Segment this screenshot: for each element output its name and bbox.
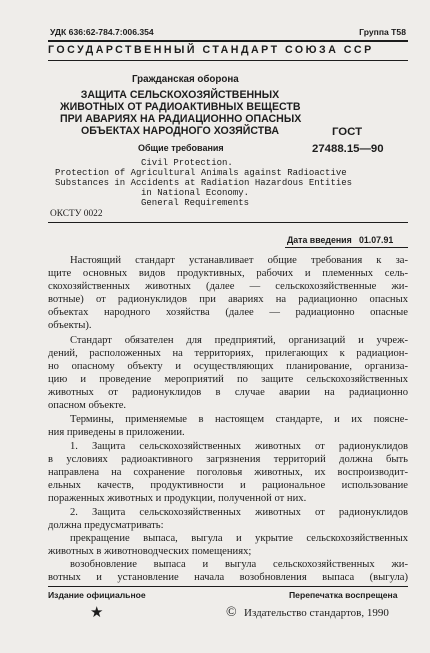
text-line: объекты). [48,320,92,332]
text-line: животных в животноводческих помещениях; [48,546,252,558]
text-line: прекращение выпаса, выгула и укрытие сельскохозяйственных [70,533,408,544]
official-edition-label: Издание официальное [48,590,146,600]
text-line: опасном объекте. [48,400,127,412]
paragraph-clause-2-item-2 [48,558,408,584]
paragraph-applicability [48,334,408,413]
footer-rule [48,586,408,587]
header-rule-top [48,40,408,42]
english-title-line: Protection of Agricultural Animals against Radioactive [55,168,347,178]
paragraph-clause-2-item-1 [48,532,408,558]
star-icon: ★ [90,605,104,621]
gost-label: ГОСТ [332,126,363,138]
text-line: вотные) от радионуклидов при авариях на радиационно опасных [48,294,408,306]
text-line: цию и проведение мероприятий по защите сельскохозяйственных [48,374,408,386]
text-line: 2. Защита сельскохозяйственных животных от радионуклидов [70,507,408,518]
doc-title-line: ЖИВОТНЫХ ОТ РАДИОАКТИВНЫХ ВЕЩЕСТВ [60,101,301,113]
text-line: скохозяйственных животных (далее — сельскохозяйственные жи- [48,281,408,293]
paragraph-scope [48,254,408,333]
text-line: объектах народного хозяйства (далее — радиационно опасные [48,307,408,319]
reprint-prohibited-label: Перепечатка воспрещена [289,590,398,600]
paragraph-clause-1 [48,440,408,505]
standard-title: ГОСУДАРСТВЕННЫЙ СТАНДАРТ СОЮЗА ССР [48,44,374,56]
doc-title-line: ОБЪЕКТАХ НАРОДНОГО ХОЗЯЙСТВА [80,125,279,137]
title-block-rule [48,222,408,223]
paragraph-clause-2 [48,506,408,532]
paragraph-terms [48,413,408,439]
english-title-line: Civil Protection. [141,158,233,168]
text-line: Настоящий стандарт устанавливает общие требования к за- [70,255,408,266]
publisher-copyright: Издательство стандартов, 1990 [244,607,389,619]
text-line: вотных и установление начала возобновления выпаса (выгула) [48,572,408,584]
text-line: животных от радионуклидов в случае аварии на радиационно [48,387,408,399]
effective-date-underline [285,247,408,248]
text-line: 1. Защита сельскохозяйственных животных от радионуклидов [70,441,408,452]
text-line: в условиях радиоактивного загрязнения территорий должна быть [48,454,408,466]
doc-title-line: ПРИ АВАРИЯХ НА РАДИАЦИОННО ОПАСНЫХ [60,113,302,125]
effective-date-label: Дата введения [287,235,352,245]
text-line: Стандарт обязателен для предприятий, организаций и учреж- [70,335,408,346]
udk-code: УДК 636:62-784.7:006.354 [50,27,154,37]
group-code: Группа Т58 [359,27,406,37]
category-label: Гражданская оборона [132,74,239,85]
text-line: ния приведены в приложении. [48,427,185,439]
text-line: пораженных животных и продукции, полученной от них. [48,493,307,505]
english-title-line: in National Economy. [141,188,250,198]
doc-subtitle: Общие требования [138,143,224,153]
english-title-line: Substances in Accidents at Radiation Hazardous Entities [55,178,353,188]
header-rule-bottom [48,60,408,61]
text-line: ельных качеств, продуктивности и рациональное использование [48,480,408,492]
text-line: щите основных видов продуктивных, рабочих и племенных сель- [48,268,408,280]
english-title-line: General Requirements [141,198,250,208]
okstu-code: ОКСТУ 0022 [50,209,103,219]
text-line: направлена на сохранение поголовья животных, их воспроизводит- [48,467,408,479]
copyright-icon: © [226,605,237,620]
gost-number: 27488.15—90 [312,143,384,155]
text-line: должна предусматривать: [48,520,164,532]
text-line: но опасному объекту и осуществляющих планирование, организа- [48,361,408,373]
effective-date-value: 01.07.91 [359,235,394,245]
text-line: Термины, применяемые в настоящем стандарте, и их поясне- [70,414,408,425]
text-line: возобновление выпаса и выгула сельскохозяйственных жи- [70,559,408,570]
doc-title-line: ЗАЩИТА СЕЛЬСКОХОЗЯЙСТВЕННЫХ [80,89,280,101]
text-line: дений, расположенных на территориях, прилегающих к радиацион- [48,348,408,360]
